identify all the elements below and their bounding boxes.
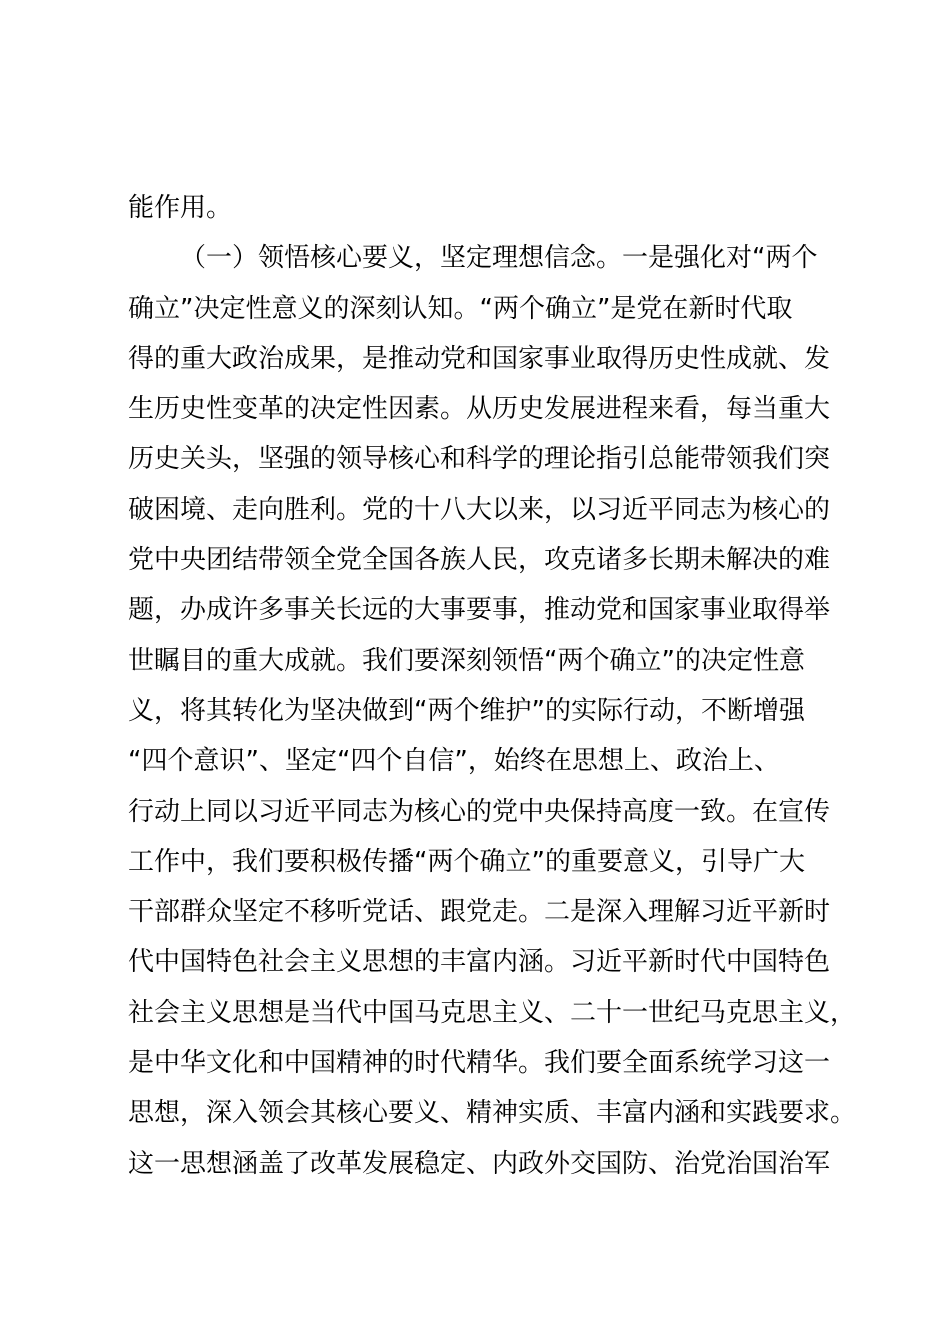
text-line: 义，将其转化为坚决做到“两个维护”的实际行动，不断增强 [128,695,805,726]
text-line: 行动上同以习近平同志为核心的党中央保持高度一致。在宣传 [128,796,831,827]
text-line: 历史关头，坚强的领导核心和科学的理论指引总能带领我们突 [128,444,831,475]
text-line: 干部群众坚定不移听党话、跟党走。二是深入理解习近平新时 [128,897,831,928]
text-line: 破困境、走向胜利。党的十八大以来，以习近平同志为核心的 [128,494,831,525]
text-line: 题，办成许多事关长远的大事要事，推动党和国家事业取得举 [128,595,831,626]
text-line: 生历史性变革的决定性因素。从历史发展进程来看，每当重大 [128,394,831,425]
text-line: 党中央团结带领全党全国各族人民，攻克诸多长期未解决的难 [128,545,831,576]
text-line: 能作用。 [128,193,233,223]
text-line: 思想，深入领会其核心要义、精神实质、丰富内涵和实践要求。 [128,1098,857,1129]
text-line: 得的重大政治成果，是推动党和国家事业取得历史性成就、发 [128,343,831,374]
text-line: 确立”决定性意义的深刻认知。“两个确立”是党在新时代取 [128,293,793,324]
body-text [128,183,857,1189]
text-line: 社会主义思想是当代中国马克思主义、二十一世纪马克思主义， [128,997,857,1028]
text-line: 是中华文化和中国精神的时代精华。我们要全面系统学习这一 [128,1048,831,1079]
text-line: 这一思想涵盖了改革发展稳定、内政外交国防、治党治国治军 [128,1148,831,1179]
text-line: “四个意识”、坚定“四个自信”，始终在思想上、政治上、 [128,746,780,777]
paragraph-first-line: （一）领悟核心要义，坚定理想信念。一是强化对“两个 [180,243,818,274]
text-line: 代中国特色社会主义思想的丰富内涵。习近平新时代中国特色 [128,947,831,978]
text-line: 世瞩目的重大成就。我们要深刻领悟“两个确立”的决定性意 [128,645,805,676]
text-line: 工作中，我们要积极传播“两个确立”的重要意义，引导广大 [128,846,805,877]
